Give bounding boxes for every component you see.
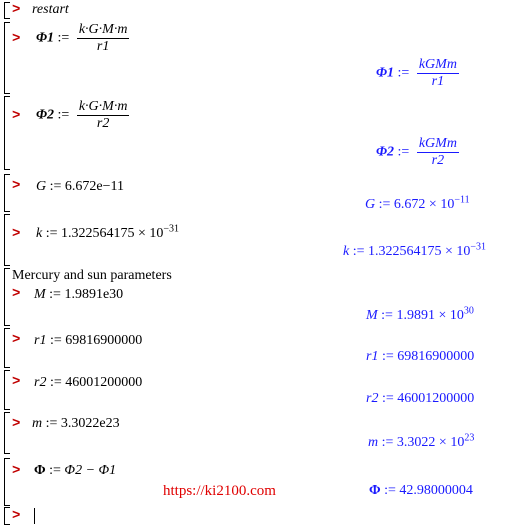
assign-op: := [57,30,70,46]
group-bracket-phi [4,458,10,506]
output-k [343,241,487,260]
output-exponent: −31 [470,241,487,253]
assign-op: := [397,144,410,160]
output-phi2 [376,136,459,169]
output-value: 42.98000004 [399,483,473,498]
group-bracket-k [4,214,10,266]
rhs-value: 69816900000 [65,333,143,348]
output-m-sun [366,305,474,324]
assign-op: := [45,416,58,431]
input-k[interactable] [36,223,180,242]
lhs-phi2: Φ2 [36,107,55,123]
output-base: 3.3022 × 10 [396,435,465,450]
group-bracket-r2 [4,370,10,410]
input-phi2[interactable] [36,99,129,132]
fraction-denominator: r1 [431,74,445,89]
rhs-value: 1.9891e30 [64,287,124,302]
rhs-base: 1.322564175 × 10 [61,226,164,241]
output-m-mercury [368,432,475,451]
assign-op: := [57,107,70,123]
fraction-denominator: r2 [431,153,445,168]
prompt-symbol: > [12,416,21,432]
output-exponent: −11 [454,194,470,206]
output-r1 [366,349,474,365]
output-base: 6.672 × 10 [393,197,455,212]
output-g [365,194,470,213]
group-bracket-empty [4,507,10,525]
lhs-r2: r2 [34,375,47,390]
lhs-k: k [36,226,43,241]
output-lhs-phi2: Φ2 [376,144,395,160]
output-value: 46001200000 [397,391,475,406]
prompt-symbol: > [12,108,21,124]
output-phi [369,483,473,499]
output-lhs-phi1: Φ1 [376,65,395,81]
watermark-link: https://ki2100.com [163,483,276,499]
input-m-mercury[interactable] [32,416,120,432]
assign-op: := [397,65,410,81]
output-base: 1.322564175 × 10 [368,244,471,259]
group-bracket-mm [4,412,10,454]
group-bracket-restart [4,2,10,19]
input-phi1[interactable] [36,22,129,55]
input-r2[interactable] [34,375,142,391]
section-text[interactable]: Mercury and sun parameters [12,268,172,283]
prompt-symbol: > [12,31,21,47]
assign-op: := [378,197,391,212]
rhs-value: 46001200000 [65,375,143,390]
input-r1[interactable] [34,333,142,349]
lhs-phi1: Φ1 [36,30,55,46]
fraction-denominator: r2 [96,116,110,131]
rhs-exponent: −31 [163,223,180,235]
group-bracket-text-m [4,268,10,326]
fraction-numerator: kGMm [418,57,457,72]
rhs-expression: Φ2 − Φ1 [64,463,117,478]
input-m-sun[interactable] [34,287,123,303]
lhs-g: G [36,179,47,194]
group-bracket-phi1 [4,22,10,94]
output-lhs-k: k [343,244,350,259]
lhs-m-sun: M [34,287,46,302]
output-lhs-r2: r2 [366,391,379,406]
input-restart[interactable]: restart [32,2,69,17]
lhs-phi: Φ [34,463,46,478]
output-base: 1.9891 × 10 [396,308,464,323]
prompt-symbol: > [12,463,21,479]
group-bracket-phi2 [4,96,10,170]
output-phi1 [376,57,459,90]
prompt-symbol: > [12,374,21,390]
fraction-numerator: k·G·M·m [78,22,128,37]
assign-op: := [352,244,365,259]
output-exponent: 23 [464,432,475,444]
group-bracket-g [4,174,10,212]
assign-op: := [381,391,394,406]
output-lhs-phi: Φ [369,483,381,498]
output-value: 69816900000 [397,349,475,364]
input-g[interactable] [36,179,124,195]
prompt-symbol: > [12,286,21,302]
output-exponent: 30 [463,305,474,317]
prompt-symbol: > [12,2,21,18]
fraction-numerator: k·G·M·m [78,99,128,114]
group-bracket-r1 [4,328,10,368]
rhs-value: 6.672e−11 [64,179,125,194]
assign-op: := [384,483,396,498]
output-lhs-r1: r1 [366,349,379,364]
assign-op: := [49,333,62,348]
lhs-r1: r1 [34,333,47,348]
prompt-symbol: > [12,332,21,348]
fraction-denominator: r1 [96,39,110,54]
assign-op: := [49,287,61,302]
lhs-m-mercury: m [32,416,43,431]
assign-op: := [381,349,394,364]
fraction-numerator: kGMm [418,136,457,151]
prompt-symbol: > [12,226,21,242]
assign-op: := [45,226,58,241]
output-r2 [366,391,474,407]
assign-op: := [49,375,62,390]
assign-op: := [381,308,393,323]
assign-op: := [381,435,394,450]
assign-op: := [49,463,61,478]
output-lhs-g: G [365,197,376,212]
prompt-symbol: > [12,508,21,524]
output-lhs-m-mercury: m [368,435,379,450]
text-cursor[interactable] [34,508,35,524]
output-lhs-m-sun: M [366,308,378,323]
rhs-value: 3.3022e23 [60,416,120,431]
input-phi[interactable] [34,463,116,479]
prompt-symbol: > [12,178,21,194]
assign-op: := [49,179,62,194]
